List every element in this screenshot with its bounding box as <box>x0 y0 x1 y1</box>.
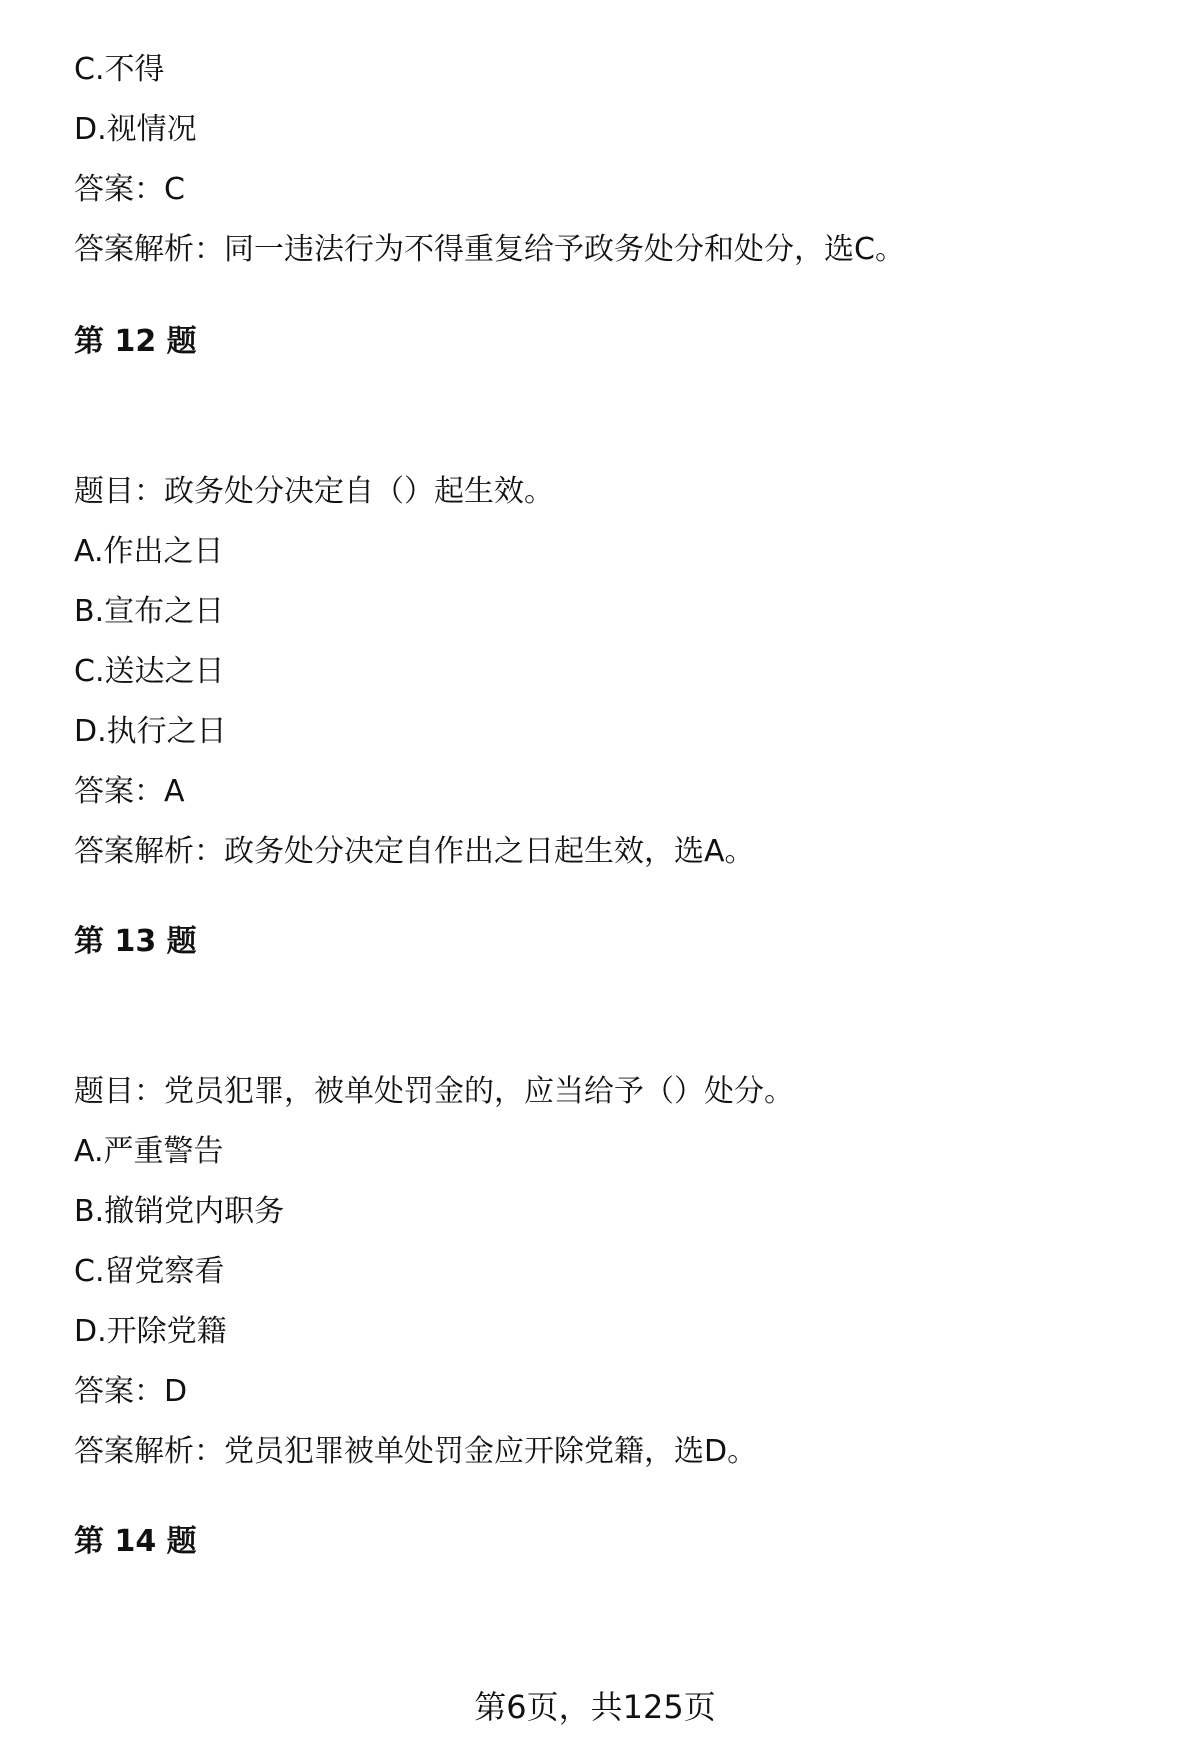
question-13-heading: 第 13 题 <box>74 924 197 959</box>
question-12-answer: 答案：A <box>74 774 185 809</box>
question-13-option-d: D.开除党籍 <box>74 1314 227 1349</box>
question-13-stem: 题目：党员犯罪，被单处罚金的，应当给予（）处分。 <box>74 1074 794 1109</box>
question-12-option-a: A.作出之日 <box>74 534 224 569</box>
prev-option-d: D.视情况 <box>74 112 197 147</box>
question-13-option-c: C.留党察看 <box>74 1254 225 1289</box>
question-12-heading: 第 12 题 <box>74 324 197 359</box>
prev-explanation: 答案解析：同一违法行为不得重复给予政务处分和处分，选C。 <box>74 232 905 267</box>
question-12-explanation: 答案解析：政务处分决定自作出之日起生效，选A。 <box>74 834 755 869</box>
prev-option-c: C.不得 <box>74 52 165 87</box>
question-12-option-b: B.宣布之日 <box>74 594 225 629</box>
question-14-heading: 第 14 题 <box>74 1524 197 1559</box>
prev-answer: 答案：C <box>74 172 185 207</box>
question-12-option-c: C.送达之日 <box>74 654 225 689</box>
question-13-explanation: 答案解析：党员犯罪被单处罚金应开除党籍，选D。 <box>74 1434 758 1469</box>
page-number: 第6页，共125页 <box>474 1688 716 1726</box>
question-13-answer: 答案：D <box>74 1374 188 1409</box>
question-13-option-a: A.严重警告 <box>74 1134 224 1169</box>
question-13-option-b: B.撤销党内职务 <box>74 1194 285 1229</box>
question-12-option-d: D.执行之日 <box>74 714 227 749</box>
question-12-stem: 题目：政务处分决定自（）起生效。 <box>74 474 554 509</box>
